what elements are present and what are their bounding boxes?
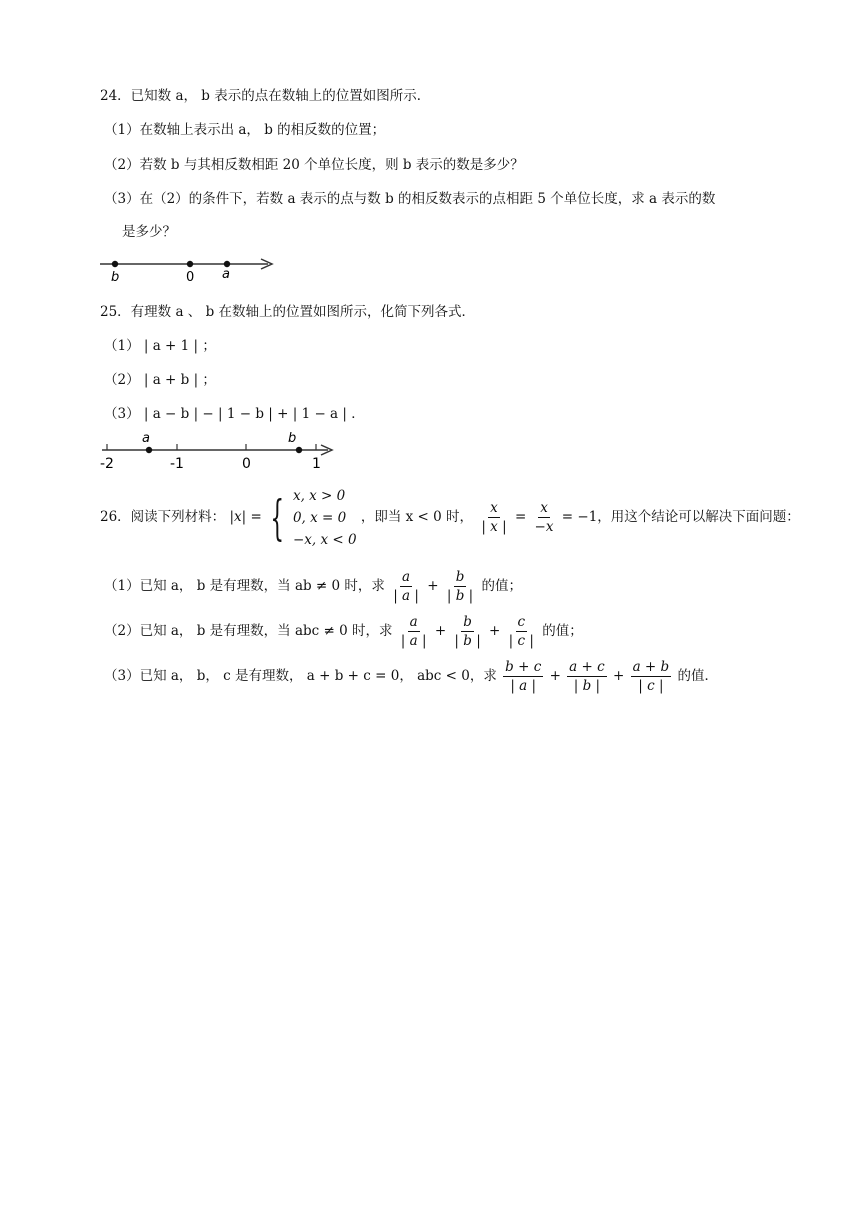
q26-cases [293,485,357,551]
q26-part1 [104,566,522,606]
q26-part3-text: （3）已知 a， b， c 是有理数， a + b + c = 0， abc < 0，求 [104,668,497,684]
q25-stem: 25．有理数 a 、 b 在数轴上的位置如图所示，化简下列各式． [100,304,476,320]
q24-number-line [96,250,286,286]
q25-tick-0: 0 [242,456,251,472]
q26-part3-frac-b: $\frac{a + c}{| b |}$ [569,659,605,694]
q26-stem [100,484,800,551]
q26-part2-frac-b: $\frac{b}{| b |}$ [454,614,481,649]
q24-point-b [112,261,118,267]
q24-stem: 24．已知数 a， b 表示的点在数轴上的位置如图所示． [100,88,431,104]
q24-part2: （2）若数 b 与其相反数相距 20 个单位长度，则 b 表示的数是多少？ [104,157,524,173]
q25-part2: （2） | a + b | ； [104,372,216,388]
q25-part3: （3） | a − b | − | 1 − b | + | 1 − a | ． [104,406,365,422]
q24-point-0 [187,261,193,267]
q26-part2-plus-1: + [434,623,447,639]
q25-label-a: a [142,431,150,446]
q26-part3-post: 的值． [677,668,718,684]
q25-tick-neg1: -1 [170,456,184,472]
q26-part1-post: 的值； [481,578,522,594]
q25-tick-neg2: -2 [100,456,114,472]
q24-part3-line2: 是多少？ [122,224,176,240]
q26-absx: |x| = [229,509,262,525]
q26-part3-plus-1: + [549,668,561,684]
q26-part2-text: （2）已知 a， b 是有理数，当 abc ≠ 0 时，求 [104,623,393,639]
q26-case1: x, x > 0 [292,487,346,504]
q24-label-b: b [111,270,120,285]
q24-label-0: 0 [186,270,195,285]
q24-label-a: a [222,267,230,282]
q25-point-b [296,447,302,453]
q25-part1: （1） | a + 1 | ； [104,338,216,354]
q25-number-line [96,428,346,472]
q26-part3-frac-a: $\frac{b + c}{| a |}$ [505,659,542,694]
q26-tail: = −1，用这个结论可以解决下面问题： [561,509,800,525]
q26-part2-plus-2: + [489,623,501,639]
q26-part2-frac-c: $\frac{c}{| c |}$ [508,614,534,649]
q25-point-a [146,447,152,453]
q26-part3 [104,656,718,696]
q26-part2 [104,611,583,651]
q26-part2-post: 的值； [542,623,583,639]
q25-tick-1: 1 [312,456,321,472]
q26-case2: 0, x = 0 [292,509,347,526]
q26-part1-frac-b: $\frac{b}{| b |}$ [446,569,474,604]
q26-eq: = [514,509,527,525]
q26-part3-frac-c: $\frac{a + b}{| c |}$ [632,659,670,694]
q26-part1-plus: + [427,578,439,594]
q24-part1: （1）在数轴上表示出 a， b 的相反数的位置； [104,122,386,138]
q26-frac2: $\frac{x}{-x}$ [534,500,554,535]
q26-brace: { [270,489,285,546]
q26-stem-prefix: 26．阅读下列材料： [100,509,226,525]
q26-mid: ，即当 x < 0 时， [360,509,474,525]
q26-part2-frac-a: $\frac{a}{| a |}$ [400,614,427,649]
q26-part3-plus-2: + [612,668,625,684]
q26-part1-frac-a: $\frac{a}{| a |}$ [393,569,419,604]
q26-part1-text: （1）已知 a， b 是有理数，当 ab ≠ 0 时，求 [104,578,385,594]
q25-label-b: b [288,431,297,446]
q24-part3-line1: （3）在（2）的条件下，若数 a 表示的点与数 b 的相反数表示的点相距 5 个单位长度，求 a 表示的数 [104,191,716,207]
q26-case3: −x, x < 0 [292,531,357,548]
q26-frac1: $\frac{x}{| x |}$ [481,500,507,535]
